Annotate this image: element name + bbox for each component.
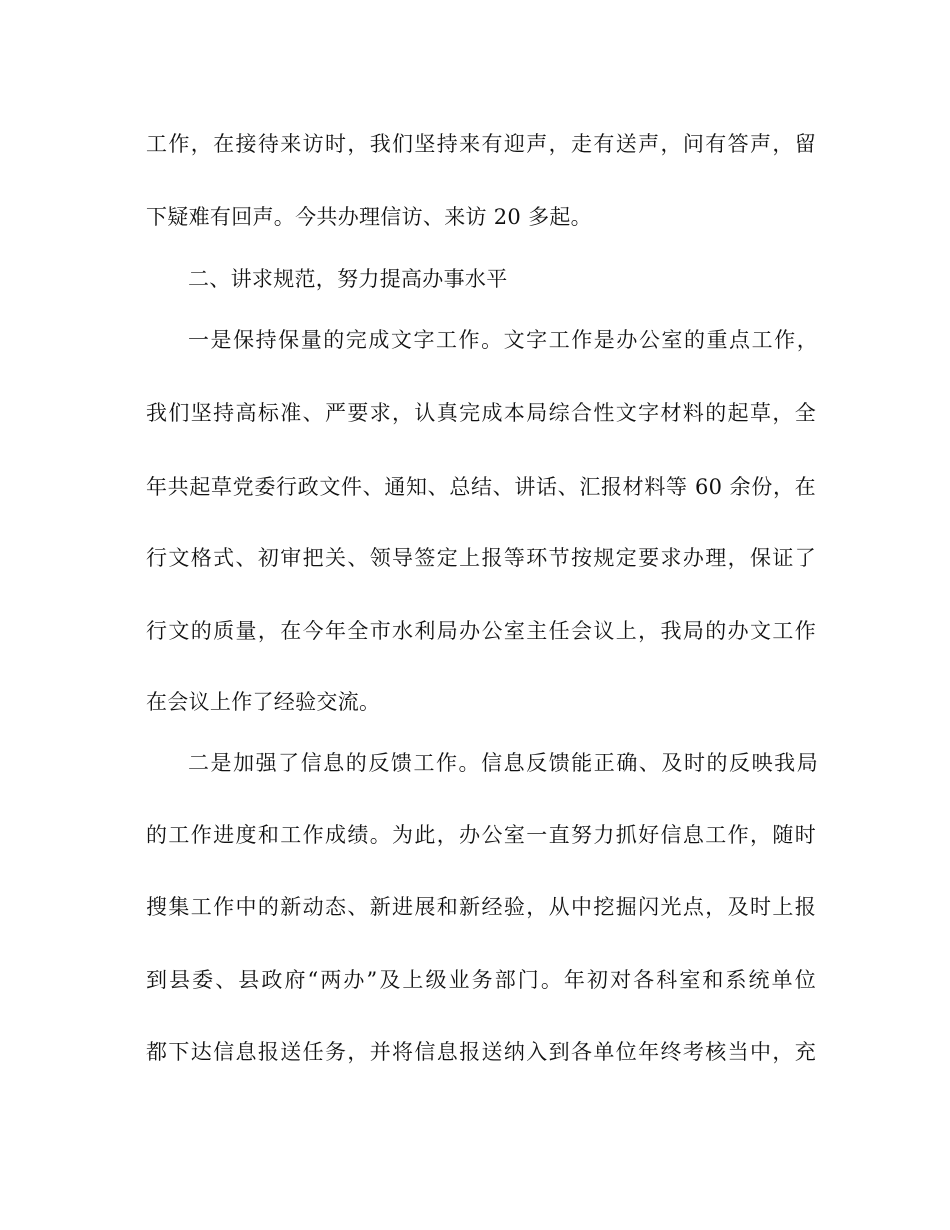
paragraph-line-9: 在会议上作了经验交流。 bbox=[146, 690, 381, 714]
paragraph-line-7: 行文格式、初审把关、领导签定上报等环节按规定要求办理，保证了 bbox=[146, 546, 816, 570]
paragraph-line-1: 工作，在接待来访时，我们坚持来有迎声，走有送声，问有答声，留 bbox=[146, 132, 816, 156]
paragraph-line-10: 二是加强了信息的反馈工作。信息反馈能正确、及时的反映我局 bbox=[188, 751, 818, 775]
paragraph-line-11: 的工作进度和工作成绩。为此，办公室一直努力抓好信息工作，随时 bbox=[146, 823, 816, 847]
paragraph-line-13: 到县委、县政府“两办”及上级业务部门。年初对各科室和系统单位 bbox=[146, 968, 816, 992]
paragraph-line-5: 我们坚持高标准、严要求，认真完成本局综合性文字材料的起草，全 bbox=[146, 401, 816, 425]
paragraph-line-4: 一是保持保量的完成文字工作。文字工作是办公室的重点工作， bbox=[188, 328, 818, 352]
paragraph-line-6: 年共起草党委行政文件、通知、总结、讲话、汇报材料等 60 余份，在 bbox=[146, 475, 816, 499]
paragraph-line-8: 行文的质量，在今年全市水利局办公室主任会议上，我局的办文工作 bbox=[146, 619, 816, 643]
paragraph-line-14: 都下达信息报送任务，并将信息报送纳入到各单位年终考核当中，充 bbox=[146, 1040, 816, 1064]
section-heading: 二、讲求规范，努力提高办事水平 bbox=[188, 267, 508, 291]
paragraph-line-2: 下疑难有回声。今共办理信访、来访 20 多起。 bbox=[146, 205, 592, 229]
paragraph-line-12: 搜集工作中的新动态、新进展和新经验，从中挖掘闪光点，及时上报 bbox=[146, 895, 816, 919]
